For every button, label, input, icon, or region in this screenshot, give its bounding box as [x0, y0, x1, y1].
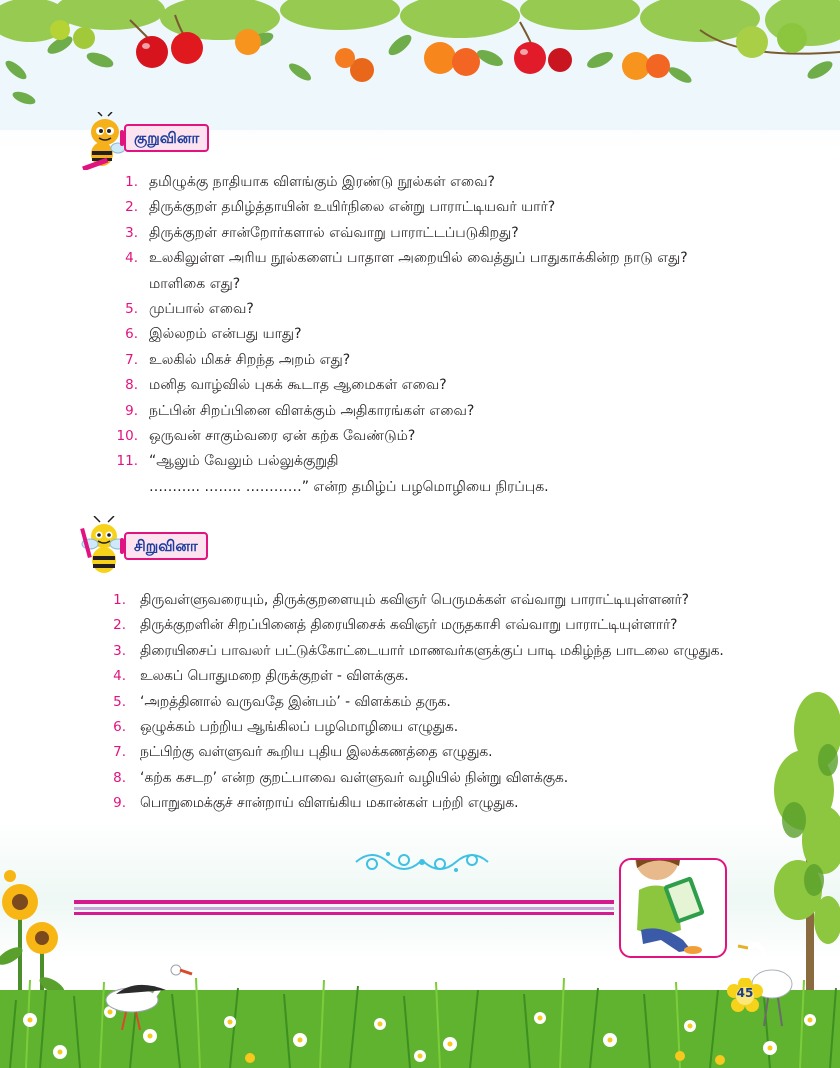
question-number: 4. [113, 668, 126, 685]
question-number: 8. [113, 769, 126, 786]
question-number: 9. [113, 795, 126, 812]
question-number: 10. [116, 427, 138, 444]
question-text: ஒருவன் சாகும்வரை ஏன் கற்க வேண்டும்? [149, 427, 416, 444]
question-number: 2. [125, 199, 138, 216]
question-number: 7. [113, 744, 126, 761]
swirl-ornament [352, 848, 492, 876]
section-title-brief: சிறுவினா [124, 532, 208, 560]
question-text: பொறுமைக்குச் சான்றாய் விளங்கிய மகான்கள் பற்றி எழுதுக. [140, 795, 519, 812]
question-number: 4. [125, 250, 138, 267]
question-text: உலகப் பொதுமறை திருக்குறள் - விளக்குக. [140, 668, 409, 685]
question-text: முப்பால் எவை? [149, 300, 254, 317]
question-number: 3. [113, 642, 126, 659]
question-text-line1: “ஆலும் வேலும் பல்லுக்குறுதி [149, 453, 339, 470]
section-title-short: குறுவினா [124, 124, 209, 152]
question-number: 3. [125, 224, 138, 241]
question-text-continuation: மாளிகை எது? [149, 275, 241, 292]
divider-lines [74, 898, 614, 916]
question-text: திரையிசைப் பாவலர் பட்டுக்கோட்டையார் மாணவர்களுக்குப் பாடி மகிழ்ந்த பாடலை எழுதுக. [140, 642, 724, 659]
question-text: நட்பின் சிறப்பினை விளக்கும் அதிகாரங்கள் எவை? [149, 402, 475, 419]
question-text: திருவள்ளுவரையும், திருக்குறளையும் கவிஞர் பெருமக்கள் எவ்வாறு பாராட்டியுள்ளனர்? [140, 592, 689, 608]
question-number: 6. [113, 718, 126, 735]
question-number: 7. [125, 351, 138, 368]
question-text: உலகில் மிகச் சிறந்த அறம் எது? [149, 351, 351, 368]
question-text-continuation: ……….. …….. …………” என்ற தமிழ்ப் பழமொழியை நிரப்புக. [149, 478, 549, 495]
question-text: ‘கற்க கசடற’ என்ற குறட்பாவை வள்ளுவர் வழியில் நின்று விளக்குக. [140, 769, 569, 786]
question-number: 1. [113, 592, 126, 608]
question-number: 2. [113, 617, 126, 634]
question-number: 8. [125, 377, 138, 394]
question-text-line1: உலகிலுள்ள அரிய நூல்களைப் பாதாள அறையில் வைத்துப் பாதுகாக்கின்ற நாடு எது? [149, 250, 688, 267]
stork-icon [96, 960, 196, 1030]
question-text: ஒழுக்கம் பற்றிய ஆங்கிலப் பழமொழியை எழுதுக. [140, 718, 459, 735]
question-text: திருக்குறள் சான்றோர்களால் எவ்வாறு பாராட்டப்படுகிறது? [149, 224, 519, 241]
short-questions-header [80, 112, 240, 146]
question-number: 5. [113, 693, 126, 710]
question-text: நட்பிற்கு வள்ளுவர் கூறிய புதிய இலக்கணத்தை எழுதுக. [140, 744, 493, 761]
question-text: தமிழுக்கு நாதியாக விளங்கும் இரண்டு நூல்கள் எவை? [149, 174, 495, 190]
page-number: 45 [736, 986, 754, 1000]
reading-boy-card [619, 858, 727, 958]
boy-reading-book-icon [621, 860, 725, 956]
question-number: 1. [125, 174, 138, 190]
question-text [149, 246, 688, 292]
question-text: மனித வாழ்வில் புகக் கூடாத ஆமைகள் எவை? [149, 377, 447, 394]
fruit-canopy-banner [0, 0, 840, 130]
question-text [149, 449, 549, 495]
brief-questions-header [80, 520, 240, 554]
question-number: 11. [116, 453, 138, 470]
question-number: 5. [125, 300, 138, 317]
question-text: இல்லறம் என்பது யாது? [149, 326, 302, 343]
question-text: திருக்குறளின் சிறப்பினைத் திரையிசைக் கவிஞர் மருதகாசி எவ்வாறு பாராட்டியுள்ளார்? [140, 617, 678, 634]
question-number: 6. [125, 326, 138, 343]
question-text: திருக்குறள் தமிழ்த்தாயின் உயிர்நிலை என்று பாராட்டியவர் யார்? [149, 199, 556, 216]
question-text: ‘அறத்தினால் வருவதே இன்பம்’ - விளக்கம் தருக. [140, 693, 451, 710]
question-number: 9. [125, 402, 138, 419]
